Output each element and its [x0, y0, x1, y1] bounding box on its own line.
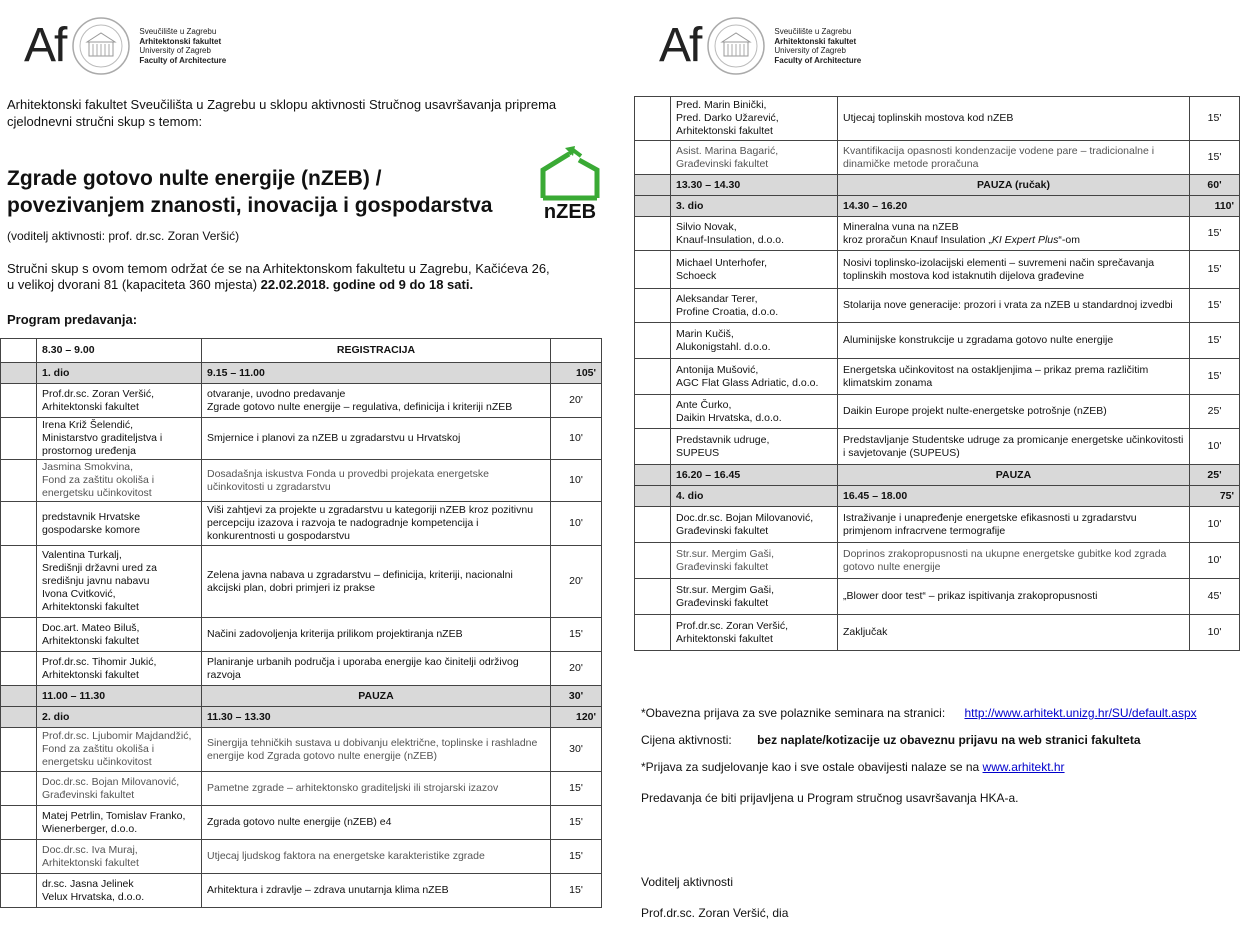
lecture-title: Daikin Europe projekt nulte-energetske potrošnje (nZEB) [843, 405, 1107, 417]
lecture-title-cell [202, 546, 551, 618]
pause-row [635, 175, 1240, 196]
section-row [635, 486, 1240, 507]
program-row [635, 323, 1240, 359]
time-cell: 16.20 – 16.45 [671, 465, 838, 486]
venue-text [7, 261, 567, 293]
duration-cell: 15' [1190, 359, 1240, 395]
lecture-title-cell [838, 615, 1190, 651]
time-cell: 4. dio [671, 486, 838, 507]
program-row [635, 615, 1240, 651]
row-marker-cell [1, 339, 37, 363]
speaker-cell: Michael Unterhofer, Schoeck [671, 251, 838, 289]
program-row [1, 728, 602, 772]
duration-cell [551, 339, 602, 363]
duration-cell: 60' [1190, 175, 1240, 196]
info-note [641, 760, 1231, 774]
faculty-logo [24, 16, 226, 76]
section-row [635, 196, 1240, 217]
lecture-title: Načini zadovoljenja kriterija prilikom projektiranja nZEB [207, 628, 463, 640]
program-row [635, 359, 1240, 395]
row-marker-cell [635, 615, 671, 651]
lecture-title: Istraživanje i unapređenje energetske efikasnosti u zgradarstvu primjenom infracrvene termografije [843, 511, 1137, 537]
row-marker-cell [1, 384, 37, 418]
lecture-title: Zaključak [843, 626, 888, 638]
row-marker-cell [635, 395, 671, 429]
duration-cell: 10' [1190, 429, 1240, 465]
row-marker-cell [1, 874, 37, 908]
speaker-cell: Asist. Marina Bagarić, Građevinski fakultet [671, 141, 838, 175]
registration-link[interactable]: http://www.arhitekt.unizg.hr/SU/default.aspx [964, 706, 1197, 720]
university-seal-icon [71, 16, 131, 76]
row-marker-cell [635, 543, 671, 579]
duration-cell: 15' [551, 874, 602, 908]
row-marker-cell [1, 546, 37, 618]
duration-cell: 15' [1190, 217, 1240, 251]
speaker-cell: Prof.dr.sc. Zoran Veršić, Arhitektonski fakultet [37, 384, 202, 418]
duration-cell: 15' [551, 806, 602, 840]
lecture-title-suffix: “-om [1058, 233, 1080, 246]
duration-cell: 15' [1190, 289, 1240, 323]
speaker-cell: Aleksandar Terer, Profine Croatia, d.o.o. [671, 289, 838, 323]
row-marker-cell [1, 460, 37, 502]
lecture-title-cell [838, 359, 1190, 395]
row-marker-cell [635, 323, 671, 359]
row-marker-cell [635, 141, 671, 175]
duration-cell: 120' [551, 707, 602, 728]
time-cell: 1. dio [37, 363, 202, 384]
time-cell: 8.30 – 9.00 [37, 339, 202, 363]
registration-note [641, 706, 1231, 720]
venue-line-2 [7, 277, 567, 293]
info-text: *Prijava za sudjelovanje kao i sve ostale obavijesti nalaze se na [641, 760, 983, 774]
program-row [635, 289, 1240, 323]
program-table-right [634, 96, 1240, 651]
row-marker-cell [635, 507, 671, 543]
row-marker-cell [635, 289, 671, 323]
speaker-cell: Irena Križ Šelendić, Ministarstvo graditeljstva i prostornog uređenja [37, 418, 202, 460]
speaker-cell: Silvio Novak, Knauf-Insulation, d.o.o. [671, 217, 838, 251]
program-row [1, 874, 602, 908]
pause-label: PAUZA (ručak) [838, 175, 1190, 196]
speaker-cell: Pred. Marin Binički, Pred. Darko Užarević, Arhitektonski fakultet [671, 97, 838, 141]
intro-text: Arhitektonski fakultet Sveučilišta u Zagrebu u sklopu aktivnosti Stručnog usavršavanja priprema cjelodnevni stručni skup s temom: [7, 97, 557, 129]
hka-note: Predavanja će biti prijavljena u Program stručnog usavršavanja HKA-a. [641, 791, 1019, 805]
price-label: Cijena aktivnosti: [641, 733, 732, 747]
row-marker-cell [1, 806, 37, 840]
duration-cell: 15' [1190, 97, 1240, 141]
duration-cell: 25' [1190, 465, 1240, 486]
section-row [1, 707, 602, 728]
program-row [1, 418, 602, 460]
duration-cell: 10' [1190, 615, 1240, 651]
activity-leader: (voditelj aktivnosti: prof. dr.sc. Zoran Veršić) [7, 229, 240, 243]
lecture-title: Arhitektura i zdravlje – zdrava unutarnja klima nZEB [207, 884, 449, 896]
lecture-title-cell [838, 579, 1190, 615]
speaker-cell: Predstavnik udruge, SUPEUS [671, 429, 838, 465]
faculty-logo-right [659, 16, 861, 76]
event-title [7, 165, 527, 219]
info-link[interactable]: www.arhitekt.hr [982, 760, 1065, 774]
duration-cell: 15' [551, 840, 602, 874]
duration-cell: 20' [551, 384, 602, 418]
row-marker-cell [635, 465, 671, 486]
lecture-title: Pametne zgrade – arhitektonsko graditeljski ili strojarski izazov [207, 782, 499, 794]
venue-date: 22.02.2018. godine od 9 do 18 sati. [260, 277, 474, 292]
duration-cell: 15' [551, 772, 602, 806]
program-row [635, 543, 1240, 579]
time-cell: 3. dio [671, 196, 838, 217]
speaker-cell: Doc.dr.sc. Iva Muraj, Arhitektonski fakultet [37, 840, 202, 874]
speaker-cell: Doc.art. Mateo Biluš, Arhitektonski fakultet [37, 618, 202, 652]
speaker-cell: Prof.dr.sc. Tihomir Jukić, Arhitektonski fakultet [37, 652, 202, 686]
lecture-title: Planiranje urbanih područja i uporaba energije kao činitelji održivog razvoja [207, 655, 519, 681]
lecture-title: Aluminijske konstrukcije u zgradama gotovo nulte energije [843, 334, 1114, 346]
program-row [1, 772, 602, 806]
lecture-title: Utjecaj toplinskih mostova kod nZEB [843, 112, 1014, 124]
registration-row [1, 339, 602, 363]
speaker-cell: Prof.dr.sc. Ljubomir Majdandžić, Fond za zaštitu okoliša i energetsku učinkovitost [37, 728, 202, 772]
lecture-title-cell [202, 460, 551, 502]
pause-row [635, 465, 1240, 486]
logo-line: Arhitektonski fakultet [139, 36, 222, 46]
row-marker-cell [1, 772, 37, 806]
lecture-title: Nosivi toplinsko-izolacijski elementi – suvremeni način sprečavanja toplinskih mostova kod istaknutih dijelova građevine [843, 256, 1155, 282]
university-seal-icon [706, 16, 766, 76]
lecture-title: Kvantifikacija opasnosti kondenzacije vodene pare – tradicionalne i dinamičke metode proračuna [843, 144, 1155, 170]
program-row [635, 395, 1240, 429]
duration-cell: 15' [1190, 323, 1240, 359]
price-value: bez naplate/kotizacije uz obaveznu prijavu na web stranici fakulteta [757, 733, 1141, 747]
row-marker-cell [1, 502, 37, 546]
lecture-title: Predstavljanje Studentske udruge za promicanje energetske učinkovitosti i savjetovanje (SUPEUS) [843, 433, 1184, 459]
row-marker-cell [635, 579, 671, 615]
duration-cell: 10' [551, 460, 602, 502]
program-row [635, 217, 1240, 251]
price-note [641, 733, 1231, 747]
lecture-title: Doprinos zrakopropusnosti na ukupne energetske gubitke kod zgrada gotovo nulte energije [843, 547, 1167, 573]
venue-line-1: Stručni skup s ovom temom održat će se na Arhitektonskom fakultetu u Zagrebu, Kačićeva 26, [7, 261, 550, 276]
pause-label: PAUZA [838, 465, 1190, 486]
lecture-title: Sinergija tehničkih sustava u dobivanju električne, toplinske i rashladne energije kod Zgrada gotovo nulte energije (nZEB) [207, 736, 538, 762]
title-line-1: Zgrade gotovo nulte energije (nZEB) / [7, 167, 382, 190]
lecture-title-cell [202, 840, 551, 874]
program-table-left [0, 338, 602, 908]
lecture-title: Zgrada gotovo nulte energije (nZEB) e4 [207, 816, 392, 828]
lecture-title: Energetska učinkovitost na ostakljenjima – prikaz prema različitim klimatskim zonama [843, 363, 1149, 389]
logo-line: Sveučilište u Zagrebu [774, 27, 852, 36]
lecture-title: Zelena javna nabava u zgradarstvu – definicija, kriteriji, nacionalni akcijski plan, dobri primjeri iz prakse [207, 568, 513, 594]
speaker-cell: Matej Petrlin, Tomislav Franko, Wienerberger, d.o.o. [37, 806, 202, 840]
lecture-title-cell [202, 652, 551, 686]
program-row [1, 618, 602, 652]
row-marker-cell [635, 196, 671, 217]
row-marker-cell [1, 728, 37, 772]
duration-cell: 10' [1190, 507, 1240, 543]
speaker-cell: Str.sur. Mergim Gaši, Građevinski fakultet [671, 579, 838, 615]
section-time-cell: 11.30 – 13.30 [202, 707, 551, 728]
lecture-title: otvaranje, uvodno predavanje Zgrade gotovo nulte energije – regulativa, definicija i kriteriji nZEB [207, 387, 513, 413]
duration-cell: 20' [551, 652, 602, 686]
row-marker-cell [635, 251, 671, 289]
lecture-title: Mineralna vuna na nZEB kroz proračun Knauf Insulation „ [843, 220, 992, 246]
row-marker-cell [1, 840, 37, 874]
speaker-cell: Valentina Turkalj, Središnji državni ured za središnju javnu nabavu Ivona Cvitković, Arhitektonski fakultet [37, 546, 202, 618]
duration-cell: 30' [551, 686, 602, 707]
lecture-title-cell [202, 874, 551, 908]
speaker-cell: dr.sc. Jasna Jelinek Velux Hrvatska, d.o.o. [37, 874, 202, 908]
lecture-title-cell [202, 728, 551, 772]
time-cell: 13.30 – 14.30 [671, 175, 838, 196]
pause-label: PAUZA [202, 686, 551, 707]
logo-line: Arhitektonski fakultet [774, 36, 857, 46]
lecture-title-cell [838, 507, 1190, 543]
program-row [635, 97, 1240, 141]
row-marker-cell [1, 707, 37, 728]
speaker-cell: Str.sur. Mergim Gaši, Građevinski fakultet [671, 543, 838, 579]
duration-cell: 105' [551, 363, 602, 384]
duration-cell: 10' [551, 418, 602, 460]
speaker-cell: Doc.dr.sc. Bojan Milovanović, Građevinski fakultet [671, 507, 838, 543]
duration-cell: 45' [1190, 579, 1240, 615]
lecture-title-cell [202, 618, 551, 652]
program-row [1, 546, 602, 618]
program-row [635, 429, 1240, 465]
program-row [1, 652, 602, 686]
duration-cell: 10' [1190, 543, 1240, 579]
section-time-cell: 9.15 – 11.00 [202, 363, 551, 384]
row-marker-cell [635, 217, 671, 251]
row-marker-cell [635, 359, 671, 395]
logo-text [139, 27, 226, 65]
duration-cell: 10' [551, 502, 602, 546]
lecture-title-cell [838, 543, 1190, 579]
venue-line-2-text: u velikoj dvorani 81 (kapaciteta 360 mjesta) [7, 277, 261, 292]
speaker-cell: Marin Kučiš, Alukonigstahl. d.o.o. [671, 323, 838, 359]
lecture-title-cell [202, 384, 551, 418]
section-time-cell: 16.45 – 18.00 [838, 486, 1190, 507]
registration-label: REGISTRACIJA [202, 339, 551, 363]
lecture-title: „Blower door test“ – prikaz ispitivanja zrakopropusnosti [843, 590, 1098, 602]
lecture-title: Dosadašnja iskustva Fonda u provedbi projekata energetske učinkovitosti u zgradarstvu [207, 467, 489, 493]
lecture-title-cell [202, 806, 551, 840]
duration-cell: 75' [1190, 486, 1240, 507]
section-row [1, 363, 602, 384]
lecture-title: Stolarija nove generacije: prozori i vrata za nZEB u standardnoj izvedbi [843, 299, 1173, 311]
program-row [635, 251, 1240, 289]
program-row [1, 502, 602, 546]
speaker-cell: predstavnik Hrvatske gospodarske komore [37, 502, 202, 546]
lecture-title-cell [202, 418, 551, 460]
row-marker-cell [635, 429, 671, 465]
logo-line: Faculty of Architecture [139, 55, 227, 65]
logo-mark: Af [24, 19, 66, 72]
pause-row [1, 686, 602, 707]
lecture-title-cell [838, 97, 1190, 141]
speaker-cell: Doc.dr.sc. Bojan Milovanović, Građevinski fakultet [37, 772, 202, 806]
logo-line: University of Zagreb [774, 46, 846, 55]
speaker-cell: Antonija Mušović, AGC Flat Glass Adriatic, d.o.o. [671, 359, 838, 395]
duration-cell: 15' [1190, 251, 1240, 289]
duration-cell: 110' [1190, 196, 1240, 217]
lecture-title-cell [838, 251, 1190, 289]
speaker-cell: Ante Čurko, Daikin Hrvatska, d.o.o. [671, 395, 838, 429]
row-marker-cell [635, 97, 671, 141]
nzeb-logo-text: nZEB [543, 201, 597, 220]
title-line-2: povezivanjem znanosti, inovacija i gospodarstva [7, 194, 493, 217]
row-marker-cell [1, 686, 37, 707]
section-time-cell: 14.30 – 16.20 [838, 196, 1190, 217]
registration-label: *Obavezna prijava za sve polaznike seminara na stranici: [641, 706, 946, 720]
row-marker-cell [1, 363, 37, 384]
lecture-title-cell [838, 217, 1190, 251]
program-row [1, 806, 602, 840]
logo-line: Sveučilište u Zagrebu [139, 27, 217, 36]
logo-line: University of Zagreb [139, 46, 211, 55]
lecture-title-cell [838, 429, 1190, 465]
duration-cell: 25' [1190, 395, 1240, 429]
row-marker-cell [1, 618, 37, 652]
program-row [635, 141, 1240, 175]
row-marker-cell [635, 486, 671, 507]
time-cell: 2. dio [37, 707, 202, 728]
program-row [635, 507, 1240, 543]
duration-cell: 15' [1190, 141, 1240, 175]
row-marker-cell [1, 418, 37, 460]
logo-line: Faculty of Architecture [774, 55, 862, 65]
row-marker-cell [635, 175, 671, 196]
lecture-title: Utjecaj ljudskog faktora na energetske karakteristike zgrade [207, 850, 485, 862]
logo-text [774, 27, 861, 65]
program-heading: Program predavanja: [7, 312, 138, 327]
nzeb-logo-icon [535, 146, 603, 220]
lecture-title: Smjernice i planovi za nZEB u zgradarstvu u Hrvatskoj [207, 432, 461, 444]
logo-mark: Af [659, 19, 701, 72]
duration-cell: 20' [551, 546, 602, 618]
lecture-title-cell [202, 502, 551, 546]
leader-label: Voditelj aktivnosti [641, 875, 734, 889]
lecture-title-cell [202, 772, 551, 806]
program-row [635, 579, 1240, 615]
row-marker-cell [1, 652, 37, 686]
program-row [1, 460, 602, 502]
duration-cell: 15' [551, 618, 602, 652]
duration-cell: 30' [551, 728, 602, 772]
program-row [1, 840, 602, 874]
leader-name: Prof.dr.sc. Zoran Veršić, dia [641, 906, 789, 920]
lecture-title-cell [838, 395, 1190, 429]
time-cell: 11.00 – 11.30 [37, 686, 202, 707]
lecture-title-cell [838, 141, 1190, 175]
lecture-title: Viši zahtjevi za projekte u zgradarstvu u kategoriji nZEB kroz pozitivnu percepciju izazova i razvoja te nadogradnje kompetencija i konkurentnosti u gospodarstvu [207, 504, 534, 542]
lecture-title-cell [838, 323, 1190, 359]
speaker-cell: Prof.dr.sc. Zoran Veršić, Arhitektonski fakultet [671, 615, 838, 651]
lecture-title-cell [838, 289, 1190, 323]
product-name: KI Expert Plus [991, 233, 1059, 246]
speaker-cell: Jasmina Smokvina, Fond za zaštitu okoliša i energetsku učinkovitost [37, 460, 202, 502]
program-row [1, 384, 602, 418]
